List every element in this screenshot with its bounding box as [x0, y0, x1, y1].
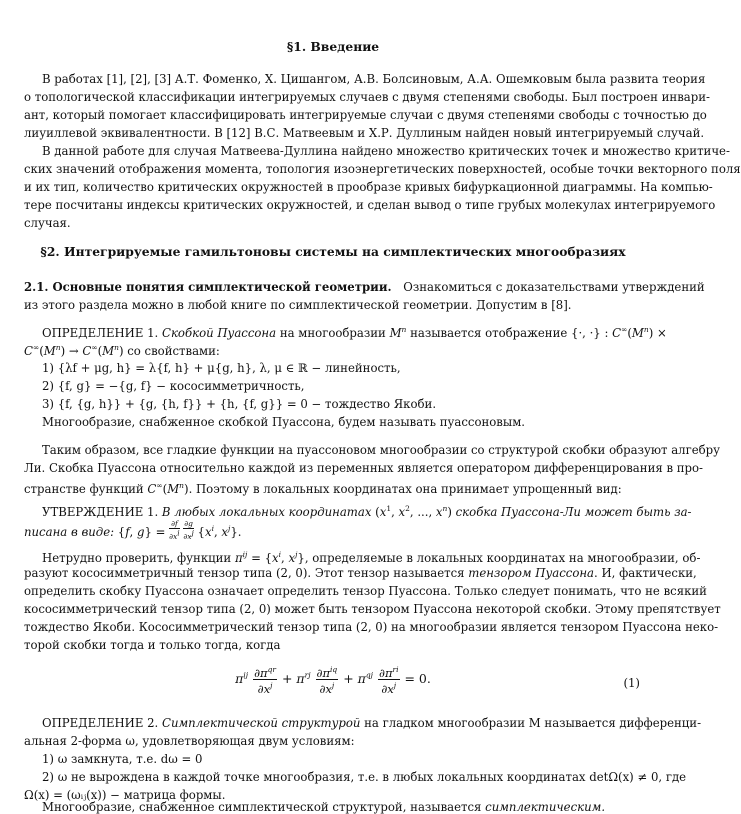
equation-number: (1): [623, 676, 640, 690]
subsection-2-1-text: Ознакомиться с доказательствами утверждений: [403, 280, 705, 294]
emphasis-term: тензором Пуассона: [468, 566, 595, 580]
definition-label: ОПРЕДЕЛЕНИЕ 1.: [42, 325, 159, 340]
paragraph-line-with-formula: странстве функций $C^\infty(M^n)$. Поэтому в локальных координатах она принимает упрощенный вид:: [24, 481, 622, 496]
definition-1: ОПРЕДЕЛЕНИЕ 1. Скобкой Пуассона на многообразии $M^n$ называется отображение {·, ·} : $C^\infty(M^n)$ ×: [42, 325, 667, 340]
claim-1-continued: писана в виде: {f, g} = $\frac{\partial f}{\partial x^i}$ $\frac{\partial g}{\partial x^j}$ {$x^i$, $x^j$}.: [24, 519, 242, 541]
subsection-2-1-title: 2.1. Основные понятия симплектической геометрии.: [24, 280, 392, 294]
equation-jacobi-condition: $\pi^{ij}$ $\frac{\partial\pi^{qr}}{\partial x^j}$ + $\pi^{rj}$ $\frac{\partial\pi^{iq}}{\partial x^j}$ + $\pi^{qj}$ $\frac{\partial\pi^{ri}}{\partial x^j}$ = 0.: [235, 665, 431, 696]
paragraph-text: Нетрудно проверить, функции: [42, 550, 232, 565]
paragraph-text: разуют кососимметричный тензор типа (2, 0). Этот тензор называется: [24, 566, 465, 580]
paragraph-line: Ли. Скобка Пуассона относительно каждой из переменных является оператором дифференцирования в про-: [24, 461, 703, 475]
paragraph-line: тождество Якоби. Кососимметрический тензор типа (2, 0) на многообразии является тензором Пуассона неко-: [24, 620, 719, 634]
definition-1-continued: $C^\infty(M^n) \to C^\infty(M^n)$ со свойствами:: [24, 343, 220, 358]
paragraph-line: торой скобки тогда и только тогда, когда: [24, 638, 281, 652]
definition-text: называется отображение: [410, 325, 568, 340]
property-skew-symmetry: 2) {f, g} = −{g, f} − кососимметричность,: [42, 379, 305, 393]
section-1-title: §1. Введение: [286, 39, 380, 54]
definition-text: Многообразие, снабженное симплектической структурой, называется: [42, 800, 482, 814]
definition-symplectic-manifold: [42, 800, 605, 814]
paragraph-text: . И, фактически,: [594, 566, 697, 580]
paragraph-line: о топологической классификации интегрируемых случаев с двумя степенями свободы. Был построен инвари-: [24, 90, 710, 104]
property-linearity: 1) {λf + μg, h} = λ{f, h} + μ{g, h}, λ, μ ∈ ℝ − линейность,: [42, 361, 401, 375]
condition-nondegenerate-continued: Ω(x) = (ωᵢⱼ(x)) − матрица формы.: [24, 788, 226, 802]
paragraph-line: В работах [1], [2], [3] А.Т. Фоменко, Х. Цишангом, А.В. Болсиновым, А.А. Ошемковым была развита теория: [42, 72, 706, 86]
condition-nondegenerate: 2) ω не вырождена в каждой точке многообразия, т.е. в любых локальных координатах detΩ(x) ≠ 0, где: [42, 770, 687, 784]
paragraph-line: и их тип, количество критических окружностей в прообразе кривых бифуркационной диаграммы. На компью-: [24, 180, 713, 194]
section-2-title: §2. Интегрируемые гамильтоновы системы на симплектических многообразиях: [40, 244, 626, 259]
paragraph-line: ских значений отображения момента, топология изоэнергетических поверхностей, особые точки векторного поля: [24, 162, 741, 176]
definition-text: со свойствами:: [127, 343, 220, 358]
paragraph-line: из этого раздела можно в любой книге по симплектической геометрии. Допустим в [8].: [24, 298, 572, 312]
property-jacobi: 3) {f, {g, h}} + {g, {h, f}} + {h, {f, g}} = 0 − тождество Якоби.: [42, 397, 437, 411]
paragraph-line: определить скобку Пуассона означает определить тензор Пуассона. Только следует понимать, что не всякий: [24, 584, 707, 598]
claim-text: В любых локальных координатах: [161, 504, 372, 519]
claim-text: скобка Пуассона-Ли может быть за-: [455, 504, 692, 519]
paragraph-line: В данной работе для случая Матвеева-Дуллина найдено множество критических точек и множество критиче-: [42, 144, 730, 158]
claim-text: писана в виде:: [24, 524, 115, 539]
definition-text: на многообразии: [279, 325, 386, 340]
definition-2: [42, 716, 702, 730]
definition-term: Скобкой Пуассона: [162, 325, 277, 340]
paragraph-line: кососимметрический тензор типа (2, 0) может быть тензором Пуассона некоторой скобки. Этому препятствует: [24, 602, 721, 616]
paragraph-text: . Поэтому в локальных координатах она принимает упрощенный вид:: [188, 481, 622, 496]
paragraph-line: тере посчитаны индексы критических окружностей, и сделан вывод о типе грубых молекулах интегрируемого: [24, 198, 716, 212]
paragraph-line: случая.: [24, 216, 71, 230]
condition-closed: 1) ω замкнута, т.е. dω = 0: [42, 752, 203, 766]
paragraph-line: лиуиллевой эквивалентности. В [12] В.С. Матвеевым и Х.Р. Дуллиным найден новый интегрируемый случай.: [24, 126, 705, 140]
paragraph-text: , определяемые в локальных координатах на многообразии, об-: [304, 550, 701, 565]
definition-label: ОПРЕДЕЛЕНИЕ 2.: [42, 716, 159, 730]
definition-term: Симплектической структурой: [162, 716, 361, 730]
definition-term: симплектическим.: [485, 800, 606, 814]
definition-text: альная 2-форма ω, удовлетворяющая двум условиям:: [24, 734, 355, 748]
subsection-2-1-line: [24, 280, 705, 294]
paragraph-line-with-formula: Нетрудно проверить, функции $\pi^{ij} = \{x^i$, $x^j$}, определяемые в локальных координатах на многообразии, об-: [42, 550, 701, 565]
paragraph-line: Таким образом, все гладкие функции на пуассоновом многообразии со структурой скобки образуют алгебру: [42, 443, 721, 457]
claim-1: УТВЕРЖДЕНИЕ 1. В любых локальных координатах ($x^1$, $x^2$, ..., $x^n$) скобка Пуассона-Ли может быть за-: [42, 504, 692, 519]
claim-label: УТВЕРЖДЕНИЕ 1.: [42, 504, 159, 519]
definition-after: Многообразие, снабженное скобкой Пуассона, будем называть пуассоновым.: [42, 415, 525, 429]
paragraph-line: [24, 566, 697, 580]
paragraph-line: ант, который помогает классифицировать интегрируемые случаи с двумя степенями свободы с точностью до: [24, 108, 707, 122]
definition-text: на гладком многообразии M называется дифференци-: [364, 716, 702, 730]
paragraph-text: странстве функций: [24, 481, 144, 496]
